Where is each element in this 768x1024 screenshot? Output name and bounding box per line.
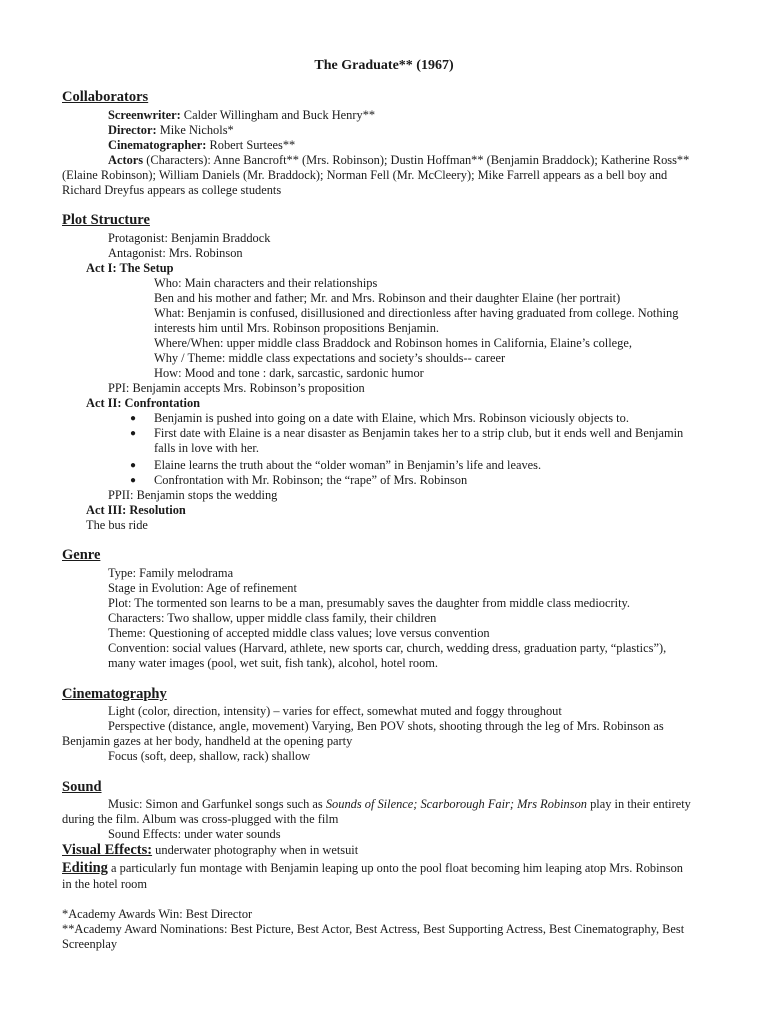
actors-value-3: Richard Dreyfus appears as college students (62, 183, 282, 197)
confrontation-item-1: Benjamin is pushed into going on a date with Elaine, which Mrs. Robinson viciously objects to. (154, 411, 629, 425)
screenwriter-line (108, 108, 375, 123)
confrontation-item-2-cont: falls in love with her. (154, 441, 259, 455)
bullet-icon: ● (130, 413, 137, 424)
why-line: Why / Theme: middle class expectations and society’s shoulds-- career (154, 351, 506, 365)
genre-type: Type: Family melodrama (108, 566, 234, 580)
director-label: Director: (108, 123, 157, 137)
document-title: The Graduate** (1967) (314, 58, 454, 73)
sound-music-2: during the film. Album was cross-plugged with the film (62, 812, 339, 826)
bus-ride-line: The bus ride (86, 518, 148, 532)
sound-heading: Sound (62, 779, 102, 795)
visual-effects-heading: Visual Effects: (62, 842, 153, 858)
cinematography-perspective-2: Benjamin gazes at her body, handheld at the opening party (62, 734, 353, 748)
who-line: Who: Main characters and their relationships (154, 276, 378, 290)
visual-effects-line (62, 843, 358, 858)
screenwriter-value: Calder Willingham and Buck Henry** (180, 108, 376, 122)
where-line: Where/When: upper middle class Braddock and Robinson homes in California, Elaine’s college, (154, 336, 632, 350)
confrontation-item-4: Confrontation with Mr. Robinson; the “rape” of Mrs. Robinson (154, 473, 468, 487)
editing-line (62, 861, 683, 876)
genre-characters: Characters: Two shallow, upper middle class family, their children (108, 611, 437, 625)
cinematographer-line (108, 138, 295, 153)
actors-value-1: (Characters): Anne Bancroft** (Mrs. Robinson); Dustin Hoffman** (Benjamin Braddock); Katherine Ross** (143, 153, 690, 167)
ben-line: Ben and his mother and father; Mr. and Mrs. Robinson and their daughter Elaine (her portrait) (154, 291, 621, 305)
genre-theme: Theme: Questioning of accepted middle class values; love versus convention (108, 626, 490, 640)
editing-text-2: in the hotel room (62, 877, 147, 891)
director-value: Mike Nichols* (156, 123, 234, 137)
sound-music-prefix: Music: Simon and Garfunkel songs such as (108, 797, 326, 811)
protagonist-line: Protagonist: Benjamin Braddock (108, 231, 271, 245)
cinematography-focus: Focus (soft, deep, shallow, rack) shallow (108, 749, 311, 763)
editing-heading: Editing (62, 860, 108, 876)
actors-line (108, 153, 689, 168)
actors-label: Actors (108, 153, 144, 167)
ppii-line: PPII: Benjamin stops the wedding (108, 488, 278, 502)
footnote-nominations-2: Screenplay (62, 937, 118, 951)
antagonist-line: Antagonist: Mrs. Robinson (108, 246, 243, 260)
genre-convention-2: many water images (pool, wet suit, fish tank), alcohol, hotel room. (108, 656, 438, 670)
sound-effects: Sound Effects: under water sounds (108, 827, 281, 841)
cinematography-heading: Cinematography (62, 686, 167, 702)
footnote-nominations-1: **Academy Award Nominations: Best Picture, Best Actor, Best Actress, Best Supporting Actress, Best Cinematography, Best (62, 922, 685, 936)
how-line: How: Mood and tone : dark, sarcastic, sardonic humor (154, 366, 424, 380)
director-line (108, 123, 234, 138)
bullet-icon: ● (130, 460, 137, 471)
ppi-line: PPI: Benjamin accepts Mrs. Robinson’s proposition (108, 381, 365, 395)
actors-value-2: (Elaine Robinson); William Daniels (Mr. Braddock); Norman Fell (Mr. McCleery); Mike Farrell appears as a bell boy and (62, 168, 668, 182)
cinematography-perspective-1: Perspective (distance, angle, movement) Varying, Ben POV shots, shooting through the leg of Mrs. Robinson as (108, 719, 664, 733)
visual-effects-text: underwater photography when in wetsuit (152, 843, 359, 857)
genre-stage: Stage in Evolution: Age of refinement (108, 581, 297, 595)
act-2-heading: Act II: Confrontation (86, 396, 201, 410)
genre-heading: Genre (62, 547, 101, 563)
editing-text-1: a particularly fun montage with Benjamin leaping up onto the pool float becoming him leaping atop Mrs. Robinson (107, 861, 683, 875)
footnote-awards: *Academy Awards Win: Best Director (62, 907, 253, 921)
what-line-2: interests him until Mrs. Robinson propositions Benjamin. (154, 321, 439, 335)
cinematographer-label: Cinematographer: (108, 138, 207, 152)
confrontation-item-2: First date with Elaine is a near disaster as Benjamin takes her to a strip club, but it ends well and Benjamin (154, 426, 684, 440)
act-1-heading: Act I: The Setup (86, 261, 174, 275)
sound-music-1 (108, 797, 691, 812)
confrontation-item-3: Elaine learns the truth about the “older woman” in Benjamin’s life and leaves. (154, 458, 542, 472)
genre-convention-1: Convention: social values (Harvard, athlete, new sports car, church, wedding dress, graduation party, “plastics”), (108, 641, 667, 655)
plot-structure-heading: Plot Structure (62, 212, 150, 228)
collaborators-heading: Collaborators (62, 89, 149, 105)
cinematographer-value: Robert Surtees** (206, 138, 296, 152)
genre-plot: Plot: The tormented son learns to be a man, presumably saves the daughter from middle class mediocrity. (108, 596, 630, 610)
sound-song-titles: Sounds of Silence; Scarborough Fair; Mrs Robinson (325, 797, 587, 811)
bullet-icon: ● (130, 428, 137, 439)
cinematography-light: Light (color, direction, intensity) – varies for effect, somewhat muted and foggy throughout (108, 704, 562, 718)
what-line-1: What: Benjamin is confused, disillusioned and directionless after having graduated from college. Nothing (154, 306, 679, 320)
bullet-icon: ● (130, 475, 137, 486)
act-3-heading: Act III: Resolution (86, 503, 186, 517)
sound-music-suffix: play in their entirety (586, 797, 691, 811)
screenwriter-label: Screenwriter: (108, 108, 181, 122)
